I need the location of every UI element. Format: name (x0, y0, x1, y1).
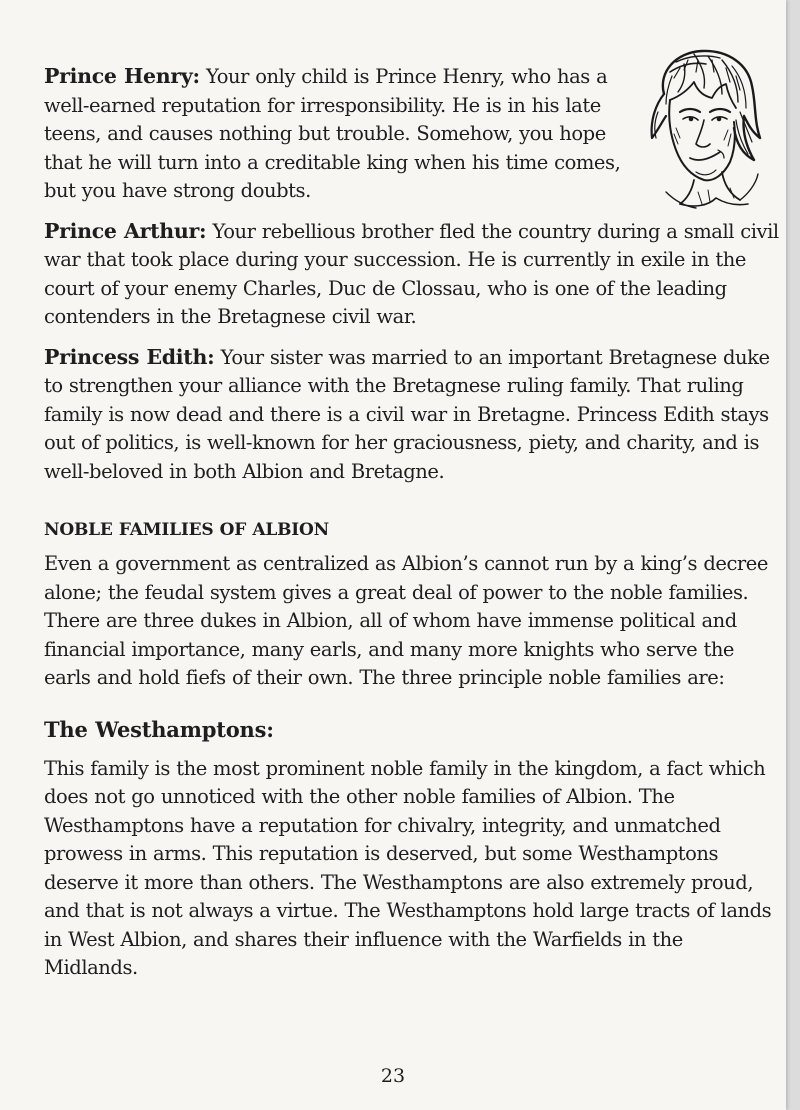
princess-edith-name: Princess Edith: (44, 344, 215, 369)
noble-families-intro: Even a government as centralized as Albion’s cannot run by a king’s decree alone; the feudal system gives a great deal of power to the noble families. There are three dukes in Albion, all of whom have immense political and financial importance, many earls, and many more knights who serve the earls and hold fiefs of their own. The three principle noble families are: (44, 552, 768, 689)
princess-edith-description: Your sister was married to an important Bretagnese duke to strengthen your alliance with the Bretagnese ruling family. That ruling family is now dead and there is a civil war in Bretagne. Princess Edith stays out of politics, is well-known for her graciousness, piety, and charity, and is well-beloved in both Albion and Bretagne. (44, 345, 770, 483)
westhamptons-description: This family is the most prominent noble family in the kingdom, a fact which does not go unnoticed with the other noble families of Albion. The Westhamptons have a reputation for chivalry, integrity, and unmatched prowess in arms. This reputation is deserved, but some Westhamptons deserve it more than others. The Westhamptons are also extremely proud, and that is not always a virtue. The Westhamptons hold large tracts of lands in West Albion, and shares their influence with the Warfields in the Midlands. (44, 756, 772, 979)
page-number: 23 (380, 1065, 406, 1087)
westhamptons-heading: The Westhamptons: (44, 716, 274, 742)
princess-edith-paragraph (44, 343, 780, 487)
prince-henry-name: Prince Henry: (44, 64, 200, 88)
prince-arthur-description: Your rebellious brother fled the country during a small civil war that took place during your succession. He is currently in exile in the court of your enemy Charles, Duc de Clossau, who is one of the leading contenders in the Bretagnese civil war. (44, 219, 779, 328)
page-text-body (44, 62, 780, 994)
prince-henry-description: Your only child is Prince Henry, who has a well-earned reputation for irresponsibility. He is in his late teens, and causes nothing but trouble. Somehow, you hope that he will turn into a creditable king when his time comes, but you have strong doubts. (44, 65, 621, 202)
prince-arthur-paragraph (44, 217, 780, 332)
prince-henry-paragraph (44, 62, 629, 206)
noble-families-heading: NOBLE FAMILIES OF ALBION (44, 520, 329, 540)
prince-arthur-name: Prince Arthur: (44, 218, 207, 243)
